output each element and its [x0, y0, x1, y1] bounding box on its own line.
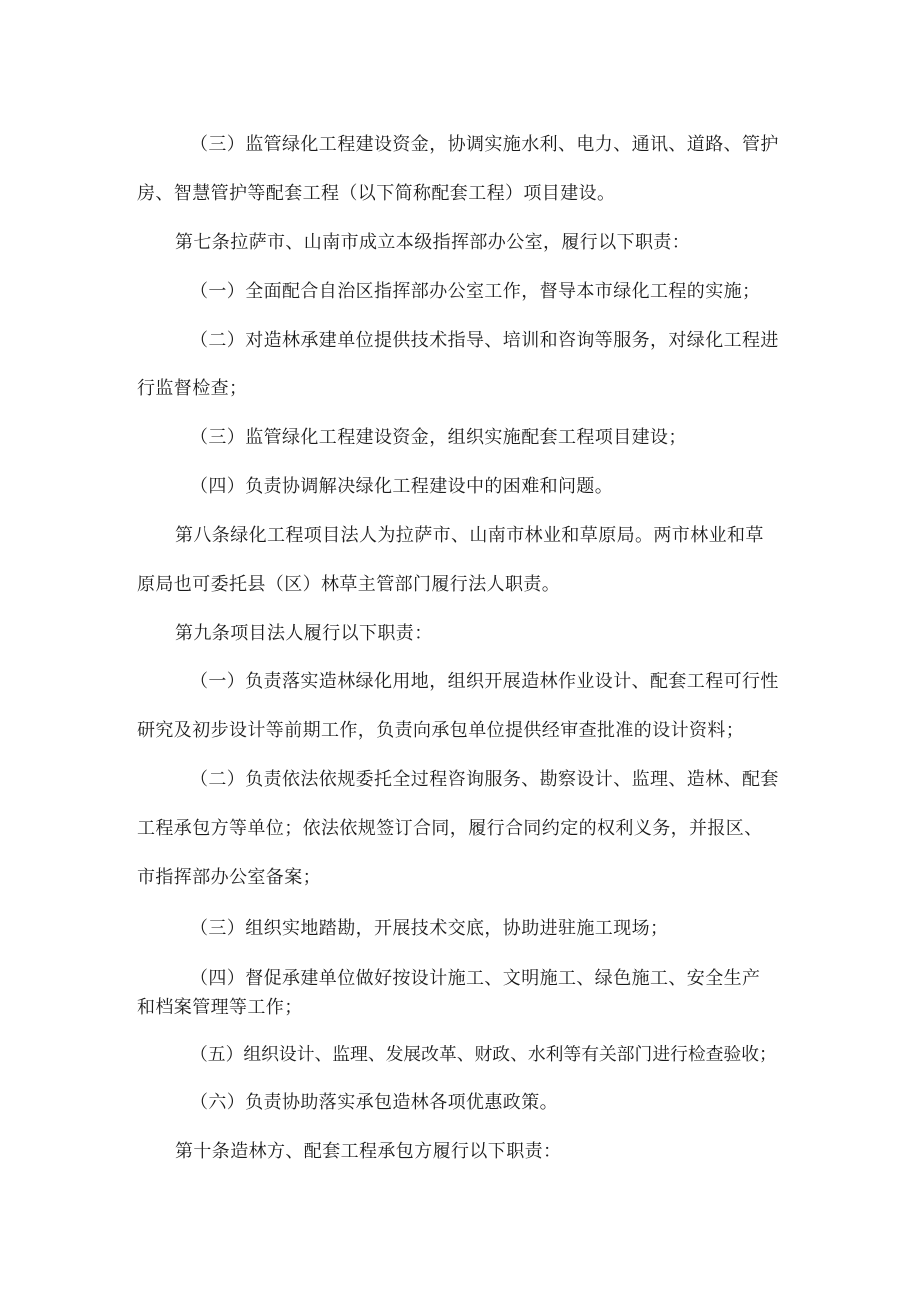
- text-line: （二）对造林承建单位提供技术指导、培训和咨询等服务，对绿化工程进: [190, 330, 779, 351]
- text-line: 市指挥部办公室备案；: [137, 867, 321, 888]
- text-line: （四）负责协调解决绿化工程建设中的困难和问题。: [190, 476, 614, 497]
- text-line: （二）负责依法依规委托全过程咨询服务、勘察设计、监理、造林、配套: [190, 769, 779, 790]
- text-line: 研究及初步设计等前期工作，负责向承包单位提供经审查批准的设计资料；: [137, 720, 745, 741]
- text-line: 第八条绿化工程项目法人为拉萨市、山南市林业和草原局。两市林业和草: [175, 525, 764, 546]
- text-line: 第十条造林方、配套工程承包方履行以下职责：: [175, 1141, 562, 1162]
- text-line: 第七条拉萨市、山南市成立本级指挥部办公室，履行以下职责：: [175, 232, 691, 253]
- text-line: 和档案管理等工作；: [137, 997, 303, 1018]
- text-line: （四）督促承建单位做好按设计施工、文明施工、绿色施工、安全生产: [190, 968, 761, 989]
- text-line: 原局也可委托县（区）林草主管部门履行法人职责。: [137, 574, 561, 595]
- text-line: （一）全面配合自治区指挥部办公室工作，督导本市绿化工程的实施；: [190, 281, 761, 302]
- text-line: 第九条项目法人履行以下职责：: [175, 623, 433, 644]
- text-line: （一）负责落实造林绿化用地，组织开展造林作业设计、配套工程可行性: [190, 671, 779, 692]
- text-line: （三）监管绿化工程建设资金，组织实施配套工程项目建设；: [190, 427, 687, 448]
- text-line: （五）组织设计、监理、发展改革、财政、水利等有关部门进行检查验收；: [190, 1044, 777, 1065]
- text-line: 工程承包方等单位；依法依规签订合同，履行合同约定的权利义务，并报区、: [137, 818, 763, 839]
- text-line: 房、智慧管护等配套工程（以下简称配套工程）项目建设。: [137, 183, 616, 204]
- text-line: （三）监管绿化工程建设资金，协调实施水利、电力、通讯、道路、管护: [190, 134, 779, 155]
- text-line: （六）负责协助落实承包造林各项优惠政策。: [190, 1092, 558, 1113]
- text-line: 行监督检查；: [137, 378, 248, 399]
- text-line: （三）组织实地踏勘，开展技术交底，协助进驻施工现场；: [190, 918, 669, 939]
